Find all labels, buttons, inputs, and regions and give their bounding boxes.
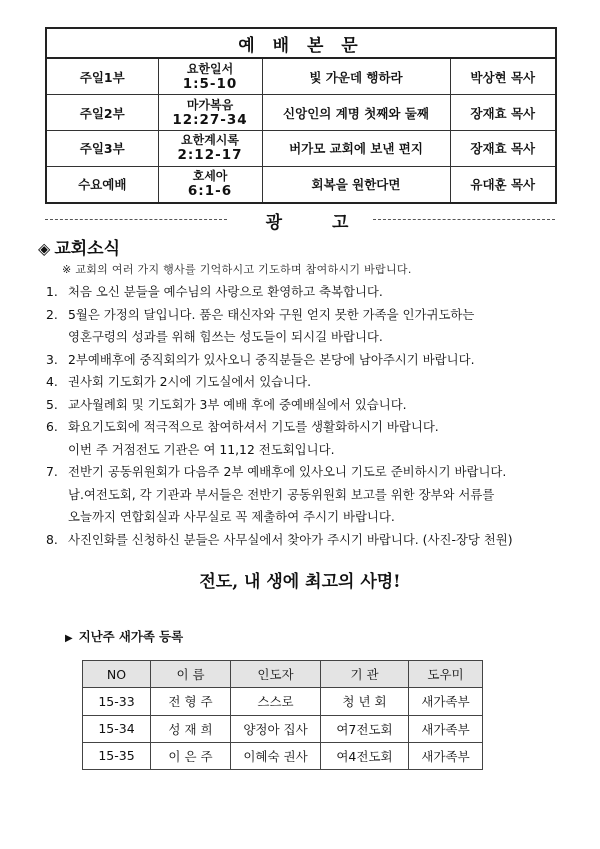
item-number: 3. — [46, 351, 58, 367]
list-item — [46, 529, 566, 552]
scripture-verse: 1:5-10 — [182, 75, 238, 92]
scripture-verse: 2:12-17 — [177, 147, 243, 164]
scripture-ref — [158, 58, 262, 95]
scripture-verse: 12:27-34 — [172, 111, 248, 128]
item-text: 처음 오신 분들을 예수님의 사랑으로 환영하고 축복합니다. — [68, 284, 383, 299]
service-name: 주일2부 — [46, 95, 158, 131]
service-name: 주일3부 — [46, 130, 158, 166]
item-number: 4. — [46, 374, 58, 389]
scripture-verse: 6:1-6 — [187, 183, 233, 200]
pastor-name: 장재효 목사 — [450, 95, 556, 131]
scripture-book: 호세아 — [192, 169, 228, 184]
list-item — [46, 394, 566, 417]
divider — [373, 219, 555, 220]
scripture-book: 요한계시록 — [181, 133, 239, 148]
item-text: 오늘까지 연합회실과 사무실로 꼭 제출하여 주시기 바랍니다. — [68, 509, 395, 524]
service-name: 수요예배 — [46, 166, 158, 203]
scripture-ref — [158, 166, 262, 203]
scripture-ref — [158, 95, 262, 131]
table-row — [83, 715, 483, 742]
item-number: 5. — [46, 396, 58, 412]
scripture-book: 요한일서 — [186, 61, 234, 76]
list-item — [46, 349, 566, 372]
column-header: 기 관 — [321, 661, 409, 688]
table-header-row — [83, 661, 483, 688]
announcements-header — [45, 208, 555, 233]
pastor-name: 유대훈 목사 — [450, 166, 556, 203]
item-text: 남.여전도회, 각 기관과 부서들은 전반기 공동위원회 보고를 위한 장부와 서류를 — [68, 486, 495, 502]
table-cell: 15-35 — [83, 742, 151, 769]
table-cell: 새가족부 — [409, 742, 483, 769]
church-news-note: ※ 교회의 여러 가지 행사를 기억하시고 기도하며 참여하시기 바랍니다. — [62, 263, 412, 276]
item-number: 2. — [46, 306, 58, 322]
table-cell: 이혜숙 권사 — [231, 742, 321, 769]
church-news-heading — [38, 234, 120, 259]
new-family-heading — [65, 627, 183, 645]
item-text: 사진인화를 신청하신 분들은 사무실에서 찾아가 주시기 바랍니다. (사진-장당 천원) — [68, 531, 513, 547]
service-name: 주일1부 — [46, 58, 158, 95]
table-cell: 새가족부 — [409, 715, 483, 742]
pastor-name: 박상현 목사 — [450, 58, 556, 95]
item-text: 교사월례회 및 기도회가 3부 예배 후에 중예배실에서 있습니다. — [68, 396, 407, 412]
table-row — [46, 58, 556, 95]
sermon-topic: 신앙인의 계명 첫째와 둘째 — [262, 95, 450, 131]
diamond-bullet-icon: ◈ — [38, 239, 51, 258]
table-cell: 15-33 — [83, 688, 151, 715]
table-row — [46, 130, 556, 166]
table-cell: 전 형 주 — [151, 688, 231, 715]
list-item — [46, 416, 566, 461]
item-text: 2부예배후에 중직회의가 있사오니 중직분들은 본당에 남아주시기 바랍니다. — [68, 351, 475, 367]
announcement-list — [46, 281, 566, 551]
table-row — [83, 688, 483, 715]
sermon-title: 예 배 본 문 — [46, 28, 556, 58]
pastor-name: 장재효 목사 — [450, 130, 556, 166]
item-number: 6. — [46, 419, 58, 434]
triangle-right-icon: ▶ — [65, 633, 73, 644]
scripture-book: 마가복음 — [186, 97, 234, 112]
table-cell: 청 년 회 — [321, 688, 409, 715]
item-text: 권사회 기도회가 2시에 기도실에서 있습니다. — [68, 374, 312, 389]
table-cell: 양정아 집사 — [231, 715, 321, 742]
item-text: 5월은 가정의 달입니다. 품은 태신자와 구원 얻지 못한 가족을 인가귀도하는 — [68, 306, 475, 322]
table-cell: 여4전도회 — [321, 742, 409, 769]
list-item — [46, 281, 566, 304]
item-text: 이번 주 거점전도 기관은 여 11,12 전도회입니다. — [68, 441, 335, 457]
announcements-title: 광 고 — [265, 213, 371, 233]
table-cell: 이 은 주 — [151, 742, 231, 769]
list-item — [46, 371, 566, 394]
table-cell: 15-34 — [83, 715, 151, 742]
table-row — [46, 166, 556, 203]
list-item — [46, 461, 566, 529]
table-row — [83, 742, 483, 769]
sermon-topic: 회복을 원한다면 — [262, 166, 450, 203]
scripture-ref — [158, 130, 262, 166]
sermon-table — [45, 27, 557, 204]
motto: 전도, 내 생에 최고의 사명! — [199, 572, 401, 592]
item-number: 7. — [46, 464, 58, 479]
new-family-title: 지난주 새가족 등록 — [78, 629, 184, 644]
column-header: 이 름 — [151, 661, 231, 688]
item-text: 영혼구령의 성과를 위해 힘쓰는 성도들이 되시길 바랍니다. — [68, 329, 383, 344]
table-row — [46, 95, 556, 131]
table-cell: 여7전도회 — [321, 715, 409, 742]
column-header: 인도자 — [231, 661, 321, 688]
item-number: 1. — [46, 284, 58, 299]
sermon-topic: 빛 가운데 행하라 — [262, 58, 450, 95]
item-number: 8. — [46, 531, 58, 547]
church-news-title: 교회소식 — [54, 239, 121, 259]
table-cell: 스스로 — [231, 688, 321, 715]
sermon-header-row — [46, 28, 556, 58]
sermon-topic: 버가모 교회에 보낸 편지 — [262, 130, 450, 166]
table-cell: 새가족부 — [409, 688, 483, 715]
column-header: 도우미 — [409, 661, 483, 688]
new-family-table — [82, 660, 483, 770]
column-header: NO — [83, 661, 151, 688]
item-text: 화요기도회에 적극적으로 참여하셔서 기도를 생활화하시기 바랍니다. — [68, 419, 439, 434]
list-item — [46, 304, 566, 349]
item-text: 전반기 공동위원회가 다음주 2부 예배후에 있사오니 기도로 준비하시기 바랍니다. — [68, 464, 507, 479]
table-cell: 성 재 희 — [151, 715, 231, 742]
